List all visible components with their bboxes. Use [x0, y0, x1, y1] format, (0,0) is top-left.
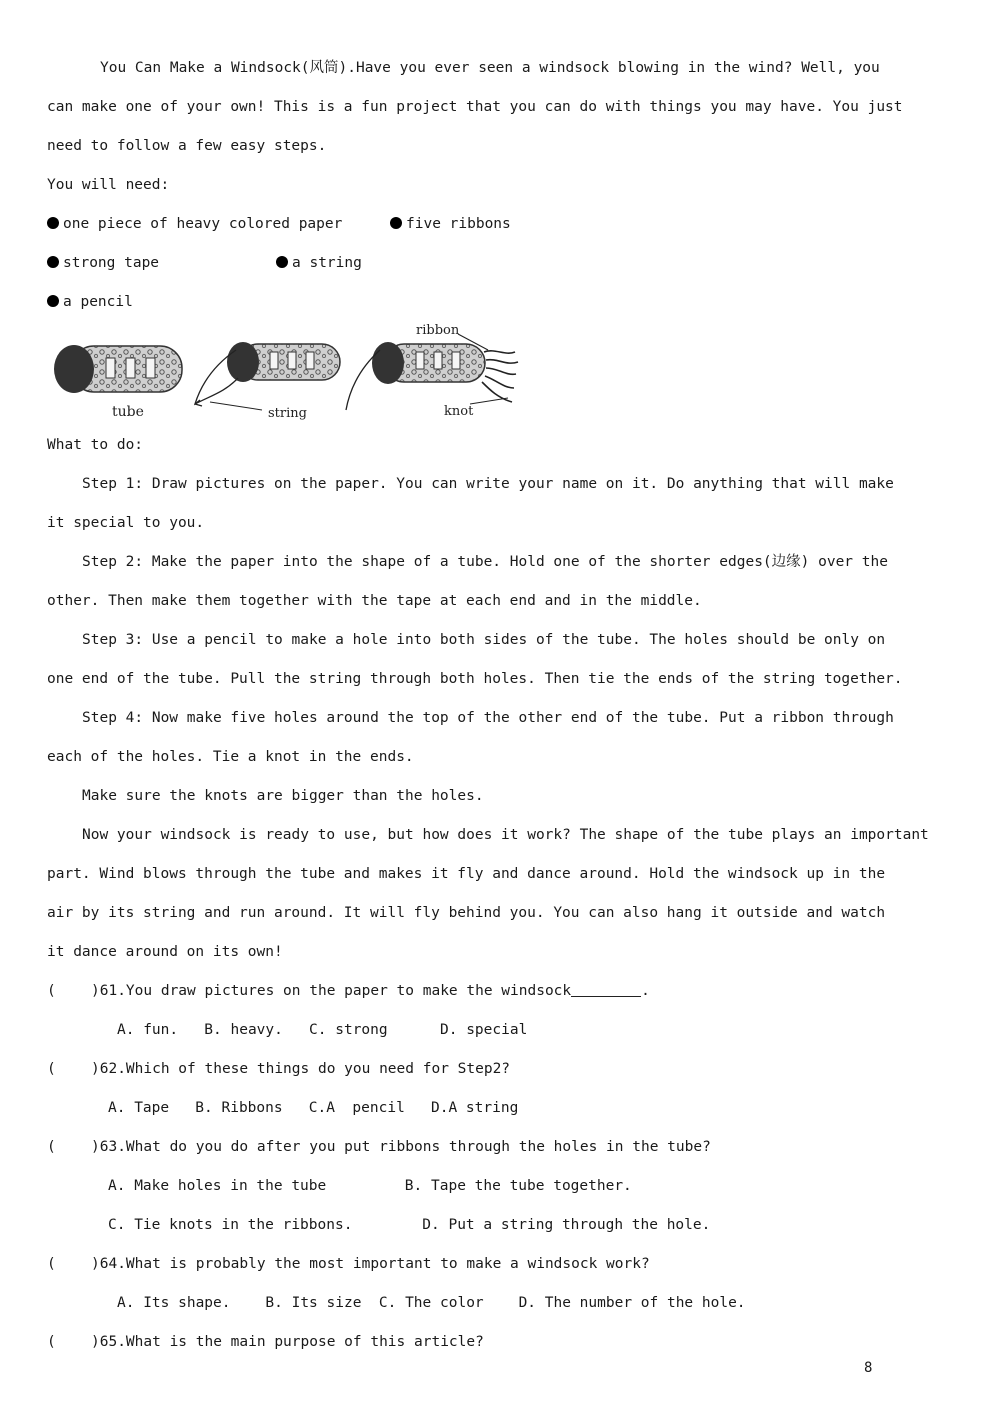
question-63-options-ab: A. Make holes in the tube B. Tape the tube together. [108, 1178, 632, 1194]
materials-heading: You will need: [47, 177, 170, 193]
question-61: ( )61.You draw pictures on the paper to make the windsock . [47, 983, 650, 999]
material-item-tape: strong tape [47, 253, 159, 273]
figure-label-tube: tube [112, 404, 144, 420]
step-4-line-2: each of the holes. Tie a knot in the ends. [47, 749, 414, 765]
question-61-options: A. fun. B. heavy. C. strong D. special [117, 1022, 528, 1038]
question-65: ( )65.What is the main purpose of this article? [47, 1334, 484, 1350]
tube-drawing [54, 345, 182, 393]
step-1-line-1: Step 1: Draw pictures on the paper. You can write your name on it. Do anything that will make [82, 476, 894, 492]
step-4-line-1: Step 4: Now make five holes around the top of the other end of the tube. Put a ribbon through [82, 710, 894, 726]
intro-line-1: You Can Make a Windsock(风筒).Have you ever seen a windsock blowing in the wind? Well, you [100, 60, 880, 76]
answer-blank[interactable] [571, 982, 641, 997]
figure-label-ribbon: ribbon [416, 323, 460, 338]
intro-line-3: need to follow a few easy steps. [47, 138, 327, 154]
windsock-illustration [50, 318, 525, 423]
tube-with-string-drawing [195, 342, 340, 410]
intro-line-2: can make one of your own! This is a fun project that you can do with things you may have. You just [47, 99, 903, 115]
closing-line-4: it dance around on its own! [47, 944, 283, 960]
figure-label-knot: knot [444, 404, 474, 419]
material-item-paper: one piece of heavy colored paper [47, 214, 342, 234]
page-number: 8 [864, 1360, 873, 1376]
question-64-options: A. Its shape. B. Its size C. The color D. The number of the hole. [117, 1295, 746, 1311]
windsock-with-ribbons-drawing [346, 334, 518, 410]
step-2-line-2: other. Then make them together with the tape at each end and in the middle. [47, 593, 702, 609]
question-63: ( )63.What do you do after you put ribbons through the holes in the tube? [47, 1139, 711, 1155]
step-3-line-2: one end of the tube. Pull the string through both holes. Then tie the ends of the string together. [47, 671, 903, 687]
question-62: ( )62.Which of these things do you need for Step2? [47, 1061, 511, 1077]
step-note: Make sure the knots are bigger than the holes. [82, 788, 484, 804]
closing-line-3: air by its string and run around. It will fly behind you. You can also hang it outside and watch [47, 905, 886, 921]
bullet-icon [276, 256, 288, 268]
steps-heading: What to do: [47, 437, 144, 453]
bullet-icon [47, 217, 59, 229]
material-item-string: a string [276, 253, 362, 273]
closing-line-1: Now your windsock is ready to use, but how does it work? The shape of the tube plays an important [82, 827, 929, 843]
bullet-icon [47, 295, 59, 307]
material-item-pencil: a pencil [47, 292, 133, 312]
step-2-line-1: Step 2: Make the paper into the shape of a tube. Hold one of the shorter edges(边缘) over the [82, 554, 888, 570]
figure-label-string: string [268, 406, 307, 421]
question-63-options-cd: C. Tie knots in the ribbons. D. Put a string through the hole. [108, 1217, 711, 1233]
step-1-line-2: it special to you. [47, 515, 205, 531]
question-62-options: A. Tape B. Ribbons C.A pencil D.A string [108, 1100, 519, 1116]
bullet-icon [47, 256, 59, 268]
material-item-ribbons: five ribbons [390, 214, 511, 234]
question-64: ( )64.What is probably the most important to make a windsock work? [47, 1256, 650, 1272]
closing-line-2: part. Wind blows through the tube and makes it fly and dance around. Hold the windsock up in the [47, 866, 886, 882]
step-3-line-1: Step 3: Use a pencil to make a hole into both sides of the tube. The holes should be only on [82, 632, 886, 648]
bullet-icon [390, 217, 402, 229]
